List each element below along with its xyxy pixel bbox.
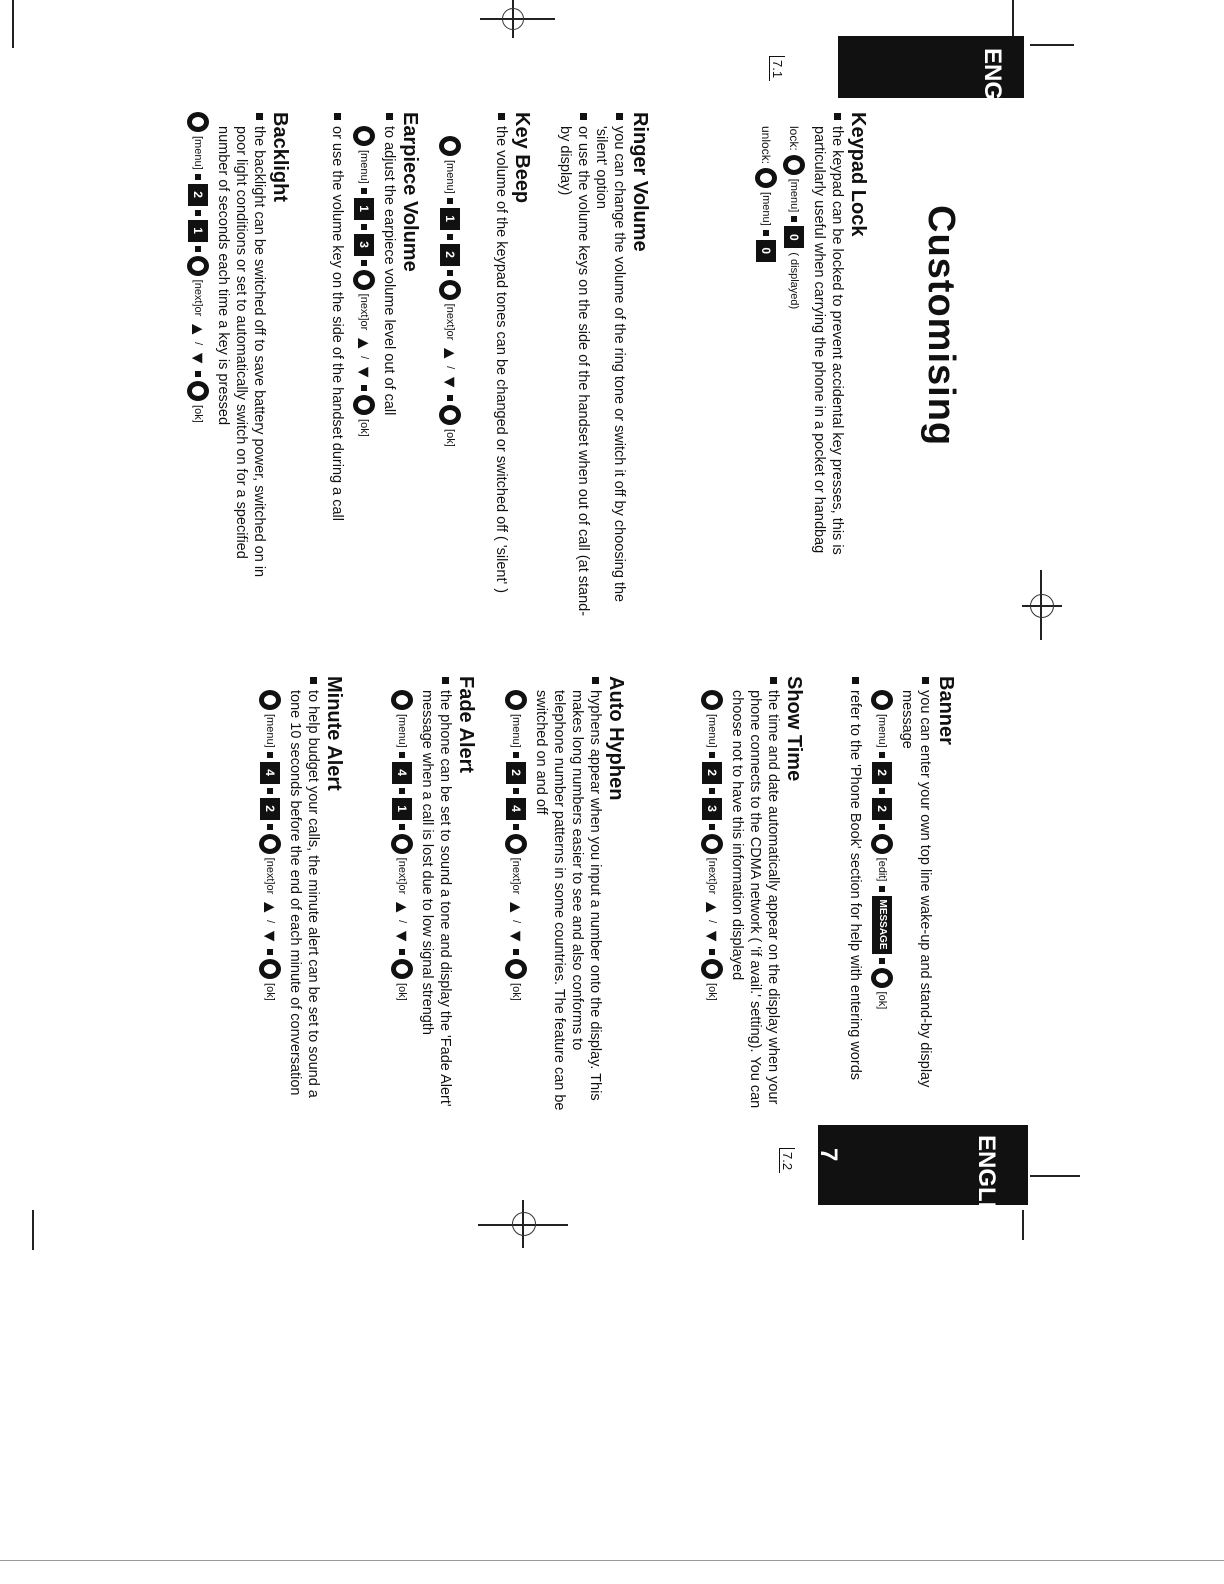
registration-mark [512,1212,536,1236]
separator-icon [361,385,367,391]
key-4: 4 [392,762,412,784]
ok-button-icon [505,959,527,979]
minute-alert-sequence [256,690,284,1116]
fade-alert-sequence [388,690,416,1116]
fade-alert-text: the phone can be set to sound a tone and display the 'Fade Alert' message when a call is lost due to low signal strength [418,676,454,1116]
separator-icon [513,824,519,830]
slash-label: / [396,920,408,924]
tab-lang-1: ENGLISH [979,48,1006,155]
banner-heading: Banner [935,676,957,745]
separator-icon [447,234,453,240]
ok-button-icon [353,395,375,415]
edit-label: [edit] [876,857,888,882]
key-1: 1 [188,220,208,242]
lock-label: lock: [787,126,801,151]
slash-label: / [358,356,370,360]
show-time-heading: Show Time [783,676,805,782]
separator-icon [879,824,885,830]
separator-icon [879,886,885,892]
menu-button-icon [783,155,805,175]
backlight-text: the backlight can be switched off to save battery power, switched on in poor light conditions or set to automatically switch on for a specified number of seconds each time a key is pressed [214,112,268,582]
scroll-down-icon: ▼ [188,349,208,368]
separator-icon [447,395,453,401]
menu-button-icon [353,126,375,146]
ok-button-icon [391,959,413,979]
key-3: 3 [354,234,374,256]
scroll-up-icon: ▲ [260,898,280,917]
separator-icon [267,824,273,830]
menu-label: [menu] [264,714,276,748]
ok-label: [ok] [192,405,204,423]
slash-label: / [706,920,718,924]
tab-lang-1-wrap [978,48,1006,155]
separator-icon [709,824,715,830]
tab-chapter-1-wrap [812,58,840,71]
separator-icon [879,958,885,964]
fade-alert-heading: Fade Alert [455,676,477,774]
fade-alert-section [384,676,478,1116]
ok-label: [ok] [510,983,522,1001]
slash-label: / [192,342,204,346]
key-2: 2 [872,762,892,784]
menu-button-icon [259,690,281,710]
tab-lang-2: ENGLISH [973,1135,1000,1242]
menu-button-icon [755,168,777,188]
show-time-section [694,676,806,1116]
ok-button-icon [871,968,893,988]
backlight-sequence [184,112,212,582]
ringer-volume-text-1: you can change the volume of the ring tone or switch it off by choosing the 'silent' option [592,112,628,622]
separator-icon [513,949,519,955]
message-key: MESSAGE [872,896,892,954]
next-button-icon [439,280,461,300]
menu-button-icon [505,690,527,710]
separator-icon [447,270,453,276]
key-1: 1 [354,198,374,220]
page-number-2: 7.2 [779,1148,795,1173]
earpiece-volume-section [328,112,422,622]
key-2: 2 [702,762,722,784]
menu-label: [menu] [706,714,718,748]
auto-hyphen-sequence [502,690,530,1116]
ringer-volume-sequence [436,136,464,447]
separator-icon [361,188,367,194]
scroll-down-icon: ▼ [440,373,460,392]
ok-label: [ok] [706,983,718,1001]
menu-button-icon [871,690,893,710]
ok-label: [ok] [264,983,276,1001]
page-number-1: 7.1 [769,56,785,81]
crop-mark [12,0,14,48]
separator-icon [361,260,367,266]
next-or-label: [next]or [444,303,456,341]
menu-button-icon [391,690,413,710]
next-button-icon [353,270,375,290]
menu-label: [menu] [760,192,772,226]
separator-icon [879,752,885,758]
registration-mark [1030,594,1054,618]
next-or-label: [next]or [510,857,522,895]
ringer-volume-heading: Ringer Volume [629,112,651,252]
backlight-section [180,112,292,582]
ringer-volume-section [556,112,652,622]
banner-section [846,676,958,1116]
next-button-icon [259,834,281,854]
slash-label: / [264,920,276,924]
next-button-icon [391,834,413,854]
scroll-down-icon: ▼ [354,363,374,382]
keypad-unlock-sequence [752,126,780,582]
tab-lang-2-wrap [972,1135,1000,1242]
next-button-icon [187,256,209,276]
ok-button-icon [259,959,281,979]
key-2: 2 [188,184,208,206]
tab-chapter-2: 7 [815,1148,842,1162]
crop-mark [1012,0,1014,40]
scroll-down-icon: ▼ [260,927,280,946]
ok-button-icon [187,381,209,401]
separator-icon [267,949,273,955]
separator-icon [447,198,453,204]
menu-label: [menu] [192,136,204,170]
separator-icon [267,752,273,758]
auto-hyphen-text: hyphens appear when you input a number onto the display. This makes long numbers easier to see and also conforms to telephone number patterns in some countries. The feature can be switched on and off [532,676,604,1116]
scroll-up-icon: ▲ [354,334,374,353]
separator-icon [361,224,367,230]
ok-label: [ok] [396,983,408,1001]
next-or-label: [next]or [706,857,718,895]
scroll-up-icon: ▲ [392,898,412,917]
key-0: 0 [756,240,776,262]
page-title: Customising [920,205,962,447]
key-2: 2 [872,798,892,820]
separator-icon [399,949,405,955]
key-4: 4 [260,762,280,784]
ok-button-icon [701,959,723,979]
scroll-down-icon: ▼ [392,927,412,946]
tab-chapter-2-wrap [814,1148,842,1161]
key-1: 1 [392,798,412,820]
earpiece-volume-heading: Earpiece Volume [399,112,421,272]
backlight-heading: Backlight [269,112,291,203]
page-number-1-wrap [768,56,786,81]
crop-mark [1030,1175,1080,1177]
keypad-lock-heading: Keypad Lock [847,112,869,237]
banner-text-2: refer to the 'Phone Book' section for help with entering words [846,676,864,1116]
scroll-down-icon: ▼ [702,927,722,946]
ok-label: [ok] [876,991,888,1010]
keypad-lock-sequence [780,126,808,582]
ok-label: [ok] [358,419,370,437]
next-button-icon [505,834,527,854]
menu-label: [menu] [444,160,456,194]
crop-mark [32,1210,34,1250]
key-1: 1 [440,208,460,230]
ringer-volume-text-2: or use the volume keys on the side of the handset when out of call (at stand-by display) [556,112,592,622]
next-button-icon [701,834,723,854]
banner-sequence [868,690,896,1116]
scroll-up-icon: ▲ [506,898,526,917]
key-beep-section [492,112,534,622]
separator-icon [879,788,885,794]
ok-label: [ok] [444,429,456,447]
scroll-up-icon: ▲ [440,344,460,363]
key-beep-heading: Key Beep [511,112,533,204]
separator-icon [513,752,519,758]
scroll-up-icon: ▲ [702,898,722,917]
key-4: 4 [506,798,526,820]
separator-icon [267,788,273,794]
separator-icon [195,174,201,180]
menu-label: [menu] [876,714,888,748]
menu-button-icon [701,690,723,710]
menu-label: [menu] [788,178,800,213]
separator-icon [709,788,715,794]
separator-icon [709,752,715,758]
ringer-volume-sequence-wrap [432,122,466,447]
minute-alert-text: to help budget your calls, the minute alert can be set to sound a tone 10 seconds before the end of each minute of conversation [286,676,322,1116]
earpiece-volume-text-1: to adjust the earpiece volume level out of call [380,112,398,622]
separator-icon [399,752,405,758]
title-wrap [919,205,962,446]
keypad-lock-text: the keypad can be locked to prevent accidental key presses, this is particularly useful when carrying the phone in a pocket or handbag [810,112,846,582]
key-3: 3 [702,798,722,820]
key-beep-text: the volume of the keypad tones can be changed or switched off ( 'silent' ) [492,112,510,622]
next-or-label: [next]or [192,279,204,317]
minute-alert-heading: Minute Alert [323,676,345,791]
separator-icon [709,949,715,955]
scroll-down-icon: ▼ [506,927,526,946]
separator-icon [763,230,769,236]
separator-icon [195,371,201,377]
menu-button-icon [439,136,461,156]
earpiece-volume-sequence [350,126,378,622]
separator-icon [399,824,405,830]
key-2: 2 [506,762,526,784]
separator-icon [195,210,201,216]
crop-mark [1030,44,1074,46]
tab-chapter-1: 7 [813,58,840,72]
ok-button-icon [439,405,461,425]
auto-hyphen-heading: Auto Hyphen [605,676,627,801]
separator-icon [195,246,201,252]
key-0: 0 [784,226,804,248]
show-time-text: the time and date automatically appear on the display when your phone connects to the CDMA network ( 'if avail.' setting). You can choose not to have this information displayed [728,676,782,1116]
separator-icon [513,788,519,794]
scroll-up-icon: ▲ [188,320,208,339]
page-number-2-wrap [778,1148,796,1173]
auto-hyphen-section [498,676,628,1116]
left-page-content [748,112,870,582]
next-or-label: [next]or [396,857,408,895]
separator-icon [791,216,797,222]
earpiece-volume-text-2: or use the volume key on the side of the handset during a call [328,112,346,622]
edit-button-icon [871,834,893,854]
slash-label: / [444,366,456,370]
menu-label: [menu] [358,150,370,184]
displayed-label: ( displayed) [788,252,800,310]
next-or-label: [next]or [264,857,276,895]
separator-icon [399,788,405,794]
next-or-label: [next]or [358,293,370,331]
menu-button-icon [187,112,209,132]
banner-text-1: you can enter your own top line wake-up and stand-by display message [898,676,934,1116]
crop-mark [0,1560,1224,1561]
crop-mark [1022,1210,1024,1240]
menu-label: [menu] [396,714,408,748]
minute-alert-section [252,676,346,1116]
registration-mark [502,8,524,30]
show-time-sequence [698,690,726,1116]
unlock-label: unlock: [759,126,773,165]
key-2: 2 [440,244,460,266]
key-2: 2 [260,798,280,820]
menu-label: [menu] [510,714,522,748]
slash-label: / [510,920,522,924]
